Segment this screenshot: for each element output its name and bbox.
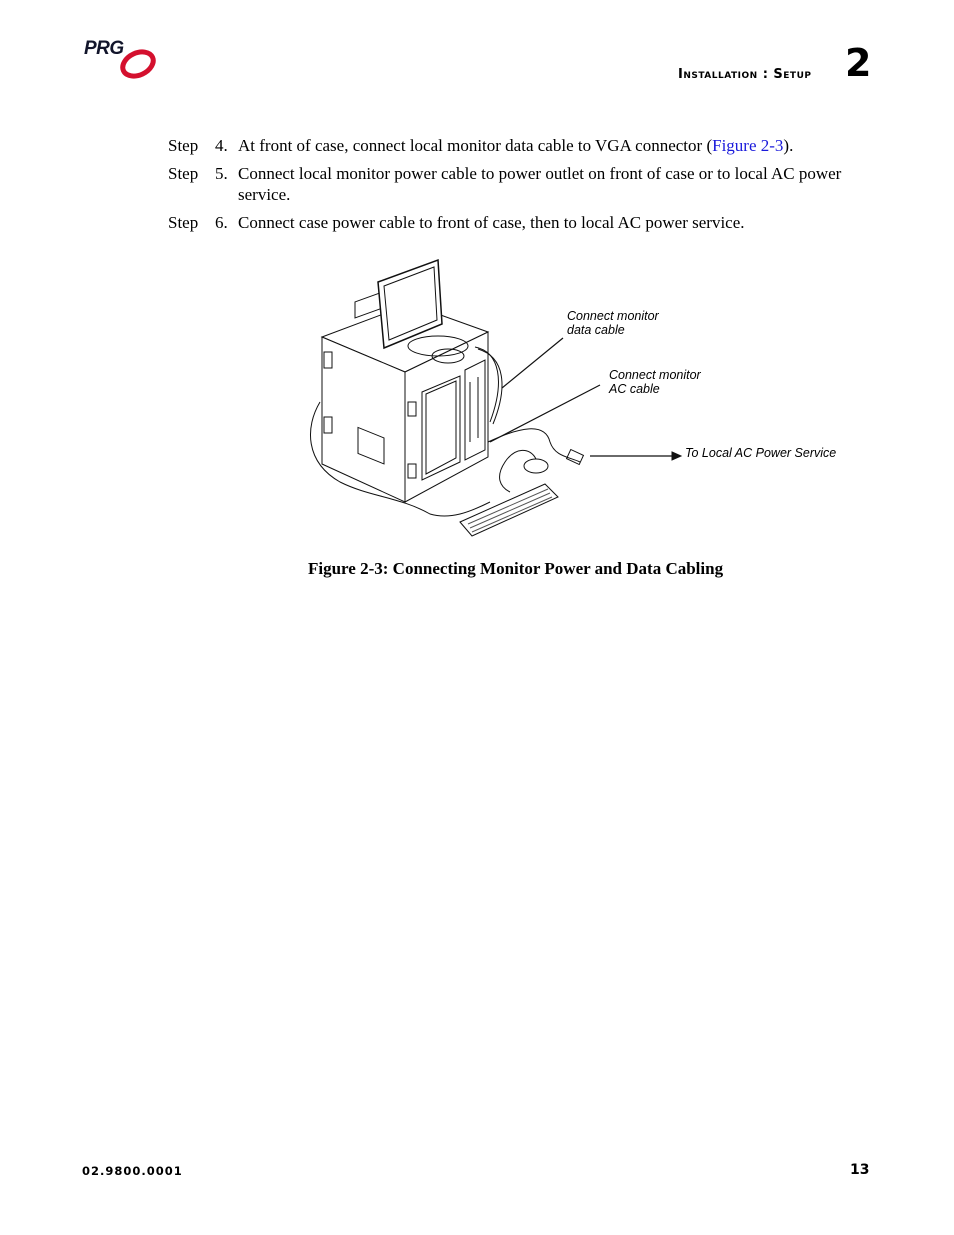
step-text	[238, 135, 858, 156]
callout-data-cable	[567, 309, 659, 337]
figure-caption: Figure 2-3: Connecting Monitor Power and Data Cabling	[308, 559, 724, 578]
case-illustration	[300, 252, 860, 552]
callout-line: Connect monitor	[567, 309, 659, 323]
chapter-number: 2	[845, 41, 872, 85]
step-number: 4.	[215, 136, 228, 155]
step-text-before: At front of case, connect local monitor data cable to VGA connector (	[238, 136, 713, 155]
step-label: Step	[168, 136, 199, 155]
step-label: Step	[168, 164, 199, 183]
logo-text: PRG	[84, 38, 124, 59]
step-number: 6.	[215, 213, 228, 232]
step-text: Connect case power cable to front of case, then to local AC power service.	[238, 213, 745, 232]
doc-number: 02.9800.0001	[82, 1164, 183, 1178]
callout-line: Connect monitor	[609, 368, 701, 382]
section-title: Installation : Setup	[678, 67, 812, 82]
step-number: 5.	[215, 164, 228, 183]
figure-link[interactable]: Figure 2-3	[712, 136, 784, 155]
callout-line: AC cable	[609, 382, 660, 396]
step-label: Step	[168, 213, 199, 232]
figure-2-3	[300, 252, 860, 552]
callout-power-service: To Local AC Power Service	[685, 446, 837, 460]
step-text: Connect local monitor power cable to power outlet on front of case or to local AC power service.	[238, 164, 842, 204]
callout-ac-cable	[609, 368, 701, 396]
page-number: 13	[850, 1162, 870, 1178]
step-text-after: ).	[783, 136, 794, 155]
callout-line: data cable	[567, 323, 625, 337]
prg-logo	[82, 38, 158, 84]
